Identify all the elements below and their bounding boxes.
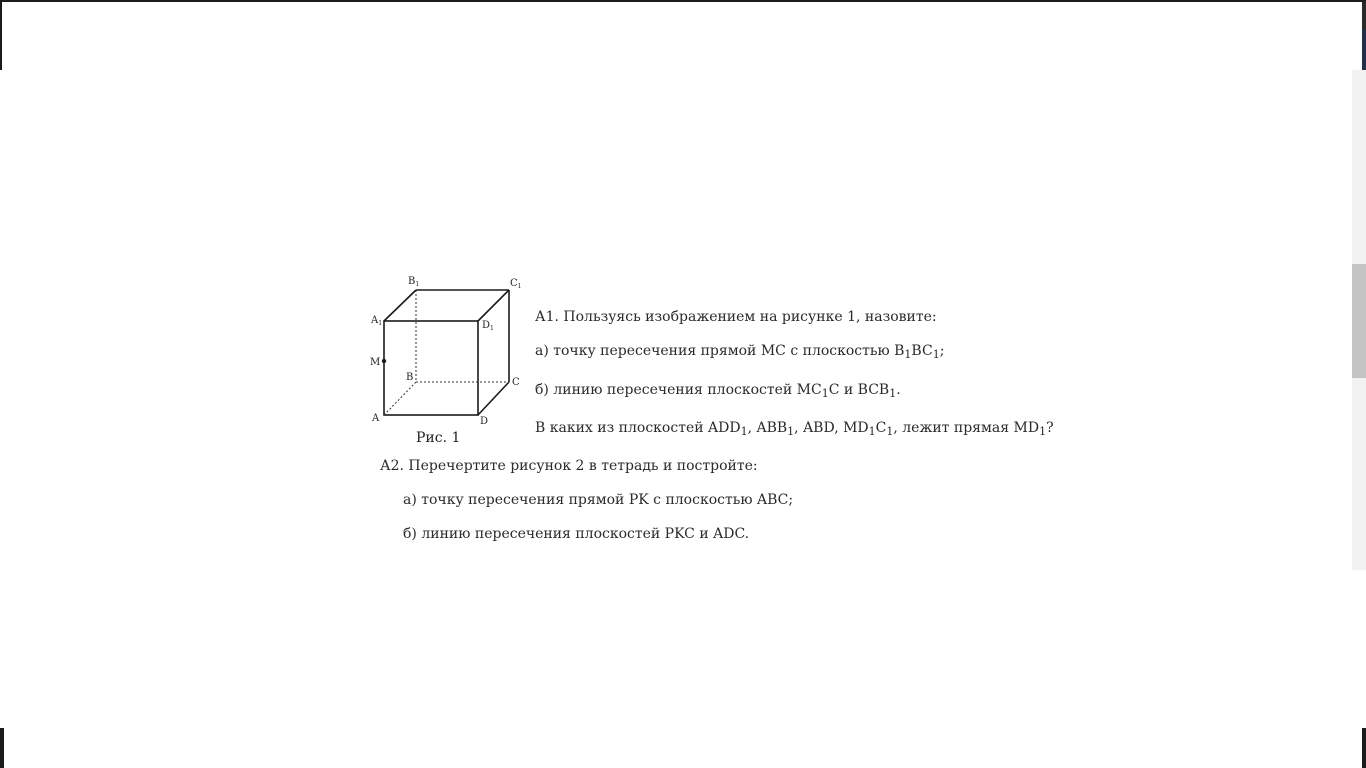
window-left-border xyxy=(0,0,2,70)
task-a1-item-b: б) линию пересечения плоскостей $MC_1C$ и $BCB_1$. xyxy=(535,382,901,400)
label-m: M xyxy=(370,357,381,368)
cube-diagram xyxy=(366,272,526,452)
label-c1: $C_1$ xyxy=(510,278,522,290)
label-a1: $A_1$ xyxy=(371,315,383,327)
task-a2-item-a: а) точку пересечения прямой PK с плоскостью ABC; xyxy=(403,492,794,508)
bottom-left-frame xyxy=(0,728,4,768)
edge-a1b1 xyxy=(384,290,416,321)
edge-c1d1 xyxy=(478,290,509,321)
point-m xyxy=(382,359,386,363)
bottom-right-frame xyxy=(1362,728,1366,768)
task-a2-item-b: б) линию пересечения плоскостей PKC и ADC. xyxy=(403,526,750,542)
edge-ab-hidden xyxy=(384,382,416,415)
figure-caption: Рис. 1 xyxy=(416,430,461,446)
label-b1: $B_1$ xyxy=(408,276,420,288)
window-right-tab xyxy=(1362,30,1366,70)
edge-cd xyxy=(478,382,509,415)
scrollbar-thumb[interactable] xyxy=(1352,264,1366,378)
cube-figure xyxy=(366,272,526,452)
front-face xyxy=(384,321,478,415)
label-d1: $D_1$ xyxy=(482,320,494,332)
label-c: C xyxy=(512,377,520,388)
label-a: A xyxy=(372,413,380,424)
label-d: D xyxy=(480,416,489,427)
task-a1-question: В каких из плоскостей $ADD_1$, $ABB_1$, ABD, $MD_1C_1$, лежит прямая $MD_1$? xyxy=(535,420,1054,438)
task-a1-item-a: а) точку пересечения прямой MC с плоскостью $B_1BC_1$; xyxy=(535,343,945,361)
task-a2-heading: А2. Перечертите рисунок 2 в тетрадь и постройте: xyxy=(380,458,758,474)
window-top-border xyxy=(0,0,1366,2)
label-b: B xyxy=(406,372,414,383)
task-a1-heading: А1. Пользуясь изображением на рисунке 1, назовите: xyxy=(535,309,937,325)
